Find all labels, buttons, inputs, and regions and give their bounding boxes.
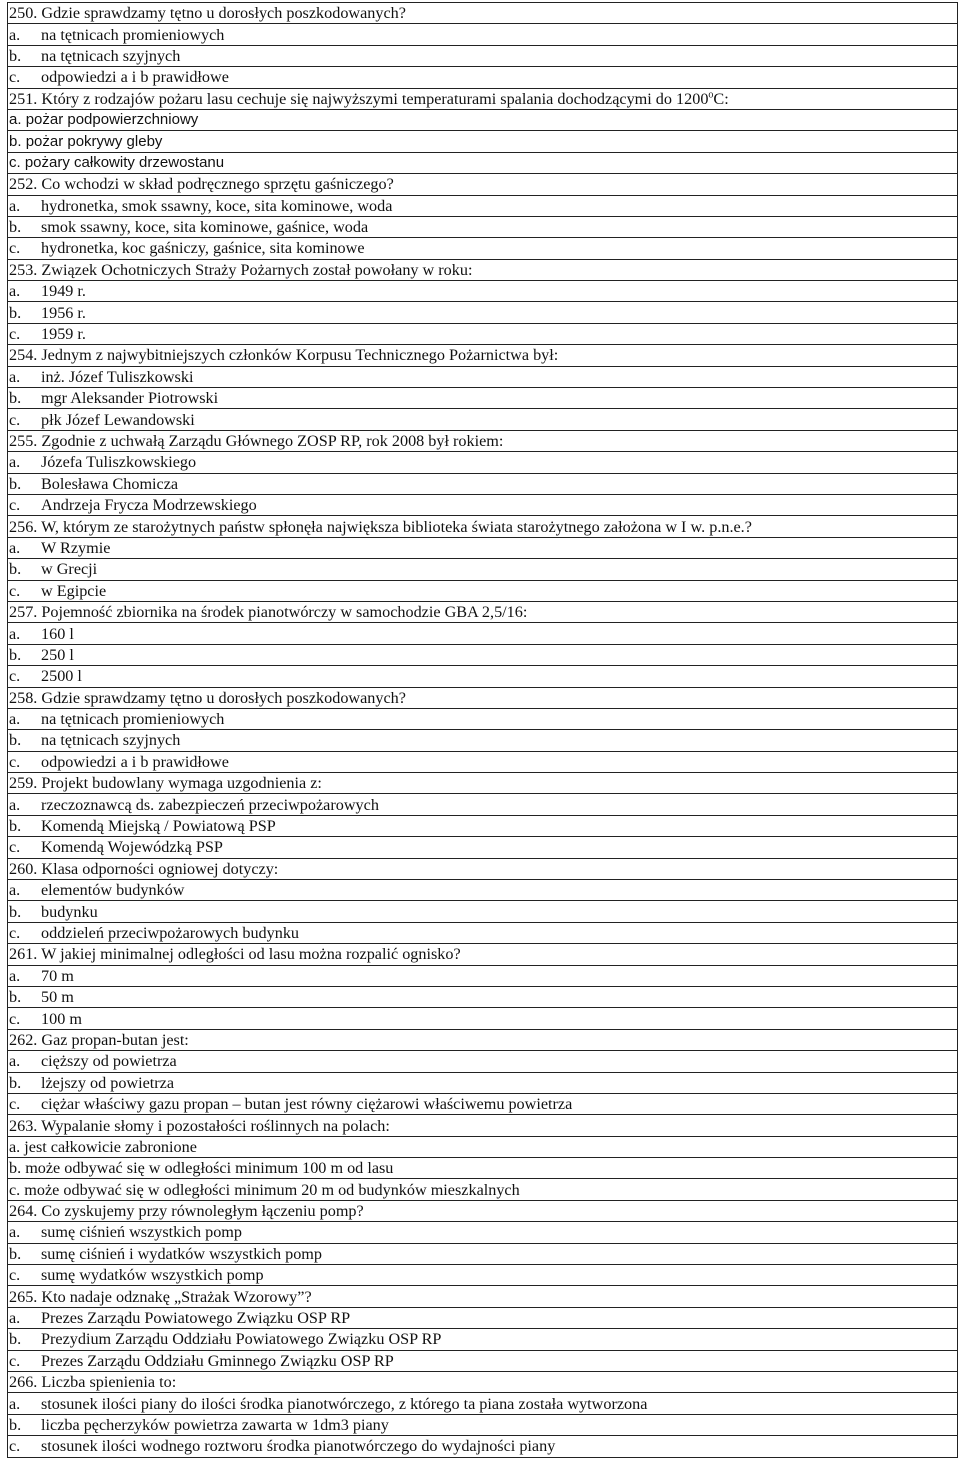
answer-text: stosunek ilości piany do ilości środka pianotwórczego, z którego ta piana została wytworzona [41,1394,648,1413]
answer-cell [8,1350,958,1371]
answer-text: pożar podpowierzchniowy [25,111,199,129]
answer-text: na tętnicach promieniowych [41,25,225,44]
answer-cell [8,751,958,772]
answer-text: 250 l [41,645,74,664]
question-cell [8,1029,958,1050]
answer-row [8,195,958,216]
answer-cell [8,494,958,515]
answer-row [8,45,958,66]
answer-row [8,323,958,344]
answer-text: 1959 r. [41,325,86,344]
answer-label: b. [9,731,22,750]
answer-cell [8,1072,958,1093]
answer-text: na tętnicach szyjnych [41,731,181,750]
answer-text: Bolesława Chomicza [41,474,179,493]
answer-row [8,131,958,152]
question-cell [8,345,958,366]
answer-label: b. [9,560,22,579]
answer-text: Prezes Zarządu Powiatowego Związku OSP RP [41,1309,351,1328]
question-row [8,3,958,24]
answer-row [8,794,958,815]
answer-label: a. [9,111,22,129]
answer-text: ciężar właściwy gazu propan – butan jest równy ciężarowi właściwemu powietrza [41,1095,573,1114]
answer-cell [8,1307,958,1328]
answer-label: c. [9,410,21,429]
question-cell [8,516,958,537]
answer-row [8,216,958,237]
answer-label: b. [9,1415,22,1434]
question-row [8,430,958,451]
answer-text: sumę ciśnień i wydatków wszystkich pomp [41,1244,322,1263]
answer-cell [8,1008,958,1029]
question-cell [8,1372,958,1393]
answer-text: w Egipcie [41,581,107,600]
answer-text: hydronetka, koc gaśniczy, gaśnice, sita kominowe [41,239,365,258]
answer-label: c. [9,1180,21,1199]
answer-row [8,494,958,515]
answer-cell [8,45,958,66]
answer-cell [8,644,958,665]
question-cell [8,3,958,24]
answer-text: rzeczoznawcą ds. zabezpieczeń przeciwpożarowych [41,795,379,814]
answer-cell [8,1158,958,1179]
answer-label: c. [9,752,21,771]
answer-row [8,1072,958,1093]
answer-label: a. [9,1394,21,1413]
answer-row [8,152,958,173]
answer-label: b. [9,1330,22,1349]
question-table-body [8,3,958,1458]
answer-label: b. [9,1073,22,1092]
answer-cell [8,152,958,173]
answer-cell [8,281,958,302]
answer-label: c. [9,239,21,258]
answer-text: 2500 l [41,667,82,686]
question-row [8,345,958,366]
answer-label: a. [9,282,21,301]
answer-row [8,1265,958,1286]
question-number: 252. [9,175,38,194]
answer-row [8,965,958,986]
question-text: Wypalanie słomy i pozostałości roślinnych na polach: [41,1116,390,1135]
question-row [8,1200,958,1221]
answer-cell [8,1179,958,1200]
answer-row [8,366,958,387]
answer-cell [8,986,958,1007]
answer-row [8,644,958,665]
answer-text: liczba pęcherzyków powietrza zawarta w 1dm3 piany [41,1415,389,1434]
answer-text: cięższy od powietrza [41,1052,177,1071]
answer-label: c. [9,496,21,515]
answer-cell [8,1414,958,1435]
answer-text: Prezes Zarządu Oddziału Gminnego Związku OSP RP [41,1351,394,1370]
answer-label: b. [9,46,22,65]
answer-row [8,623,958,644]
answer-cell [8,1136,958,1157]
question-row [8,687,958,708]
answer-text: pożary całkowity drzewostanu [24,153,225,171]
question-number: 256. [9,517,38,536]
answer-cell [8,24,958,45]
answer-row [8,1179,958,1200]
question-text: Projekt budowlany wymaga uzgodnienia z: [41,774,322,793]
question-cell [8,858,958,879]
question-text: Który z rodzajów pożaru lasu cechuje się najwyższymi temperaturami spalania dochodzącymi do 1200 [41,89,709,108]
answer-cell [8,1051,958,1072]
question-cell [8,174,958,195]
answer-text: może odbywać się w odległości minimum 100 m od lasu [25,1159,394,1178]
answer-label: c. [9,153,21,171]
answer-cell [8,409,958,430]
answer-cell [8,195,958,216]
answer-label: a. [9,196,21,215]
answer-label: b. [9,1159,22,1178]
answer-label: c. [9,581,21,600]
question-row [8,944,958,965]
answer-text: hydronetka, smok ssawny, koce, sita kominowe, woda [41,196,393,215]
answer-label: c. [9,1351,21,1370]
answer-cell [8,922,958,943]
answer-label: a. [9,1137,21,1156]
answer-text: W Rzymie [41,538,111,557]
question-row [8,174,958,195]
question-table [7,2,958,1458]
answer-row [8,1093,958,1114]
answer-row [8,1414,958,1435]
answer-label: a. [9,25,21,44]
answer-label: c. [9,838,21,857]
answer-row [8,473,958,494]
answer-cell [8,1222,958,1243]
question-cell [8,601,958,622]
question-cell [8,1286,958,1307]
answer-label: c. [9,1009,21,1028]
question-text: W jakiej minimalnej odległości od lasu można rozpalić ognisko? [41,945,461,964]
answer-cell [8,388,958,409]
answer-text: sumę ciśnień wszystkich pomp [41,1223,242,1242]
answer-label: b. [9,645,22,664]
answer-text: 70 m [41,966,74,985]
answer-text: Komendą Miejską / Powiatową PSP [41,817,276,836]
question-number: 258. [9,688,38,707]
question-cell [8,773,958,794]
answer-cell [8,559,958,580]
answer-label: b. [9,902,22,921]
answer-cell [8,1093,958,1114]
answer-label: b. [9,474,22,493]
answer-row [8,24,958,45]
answer-cell [8,708,958,729]
question-number: 264. [9,1202,38,1221]
question-row [8,773,958,794]
answer-label: b. [9,132,22,150]
question-number: 257. [9,603,38,622]
answer-cell [8,837,958,858]
answer-text: lżejszy od powietrza [41,1073,175,1092]
answer-row [8,730,958,751]
answer-text: odpowiedzi a i b prawidłowe [41,68,229,87]
answer-label: a. [9,1223,21,1242]
answer-row [8,452,958,473]
question-text: Jednym z najwybitniejszych członków Korpusu Technicznego Pożarnictwa był: [41,346,559,365]
answer-cell [8,965,958,986]
question-number: 250. [9,4,38,23]
answer-text: odpowiedzi a i b prawidłowe [41,752,229,771]
question-text: Gdzie sprawdzamy tętno u dorosłych poszkodowanych? [41,688,406,707]
question-text: W, którym ze starożytnych państw spłonęła największa biblioteka świata starożytnego założona w I w. p.n.e.? [41,517,752,536]
answer-label: a. [9,710,21,729]
question-row [8,88,958,109]
answer-label: b. [9,817,22,836]
answer-row [8,388,958,409]
question-text: Gaz propan-butan jest: [41,1030,189,1049]
answer-label: b. [9,218,22,237]
answer-label: a. [9,453,21,472]
answer-row [8,922,958,943]
answer-row [8,409,958,430]
question-row [8,1372,958,1393]
answer-cell [8,880,958,901]
answer-text: budynku [41,902,98,921]
question-row [8,601,958,622]
answer-cell [8,302,958,323]
question-row [8,516,958,537]
question-number: 253. [9,260,38,279]
answer-label: a. [9,538,21,557]
answer-cell [8,109,958,130]
answer-cell [8,1329,958,1350]
answer-row [8,837,958,858]
answer-label: a. [9,966,21,985]
answer-text: 100 m [41,1009,82,1028]
answer-cell [8,623,958,644]
answer-label: c. [9,1437,21,1456]
answer-row [8,1243,958,1264]
answer-cell [8,815,958,836]
answer-label: c. [9,68,21,87]
answer-text: płk Józef Lewandowski [41,410,195,429]
answer-row [8,67,958,88]
question-text: Co wchodzi w skład podręcznego sprzętu gaśniczego? [41,175,394,194]
answer-row [8,1329,958,1350]
answer-text: w Grecji [41,560,98,579]
answer-cell [8,666,958,687]
answer-row [8,302,958,323]
question-cell [8,687,958,708]
answer-label: a. [9,624,21,643]
answer-row [8,238,958,259]
answer-cell [8,131,958,152]
answer-row [8,559,958,580]
answer-cell [8,1436,958,1457]
answer-cell [8,1265,958,1286]
question-cell [8,1200,958,1221]
answer-row [8,580,958,601]
answer-row [8,1436,958,1457]
question-text: Zgodnie z uchwałą Zarządu Głównego ZOSP RP, rok 2008 był rokiem: [41,432,504,450]
answer-label: b. [9,389,22,408]
question-text: Co zyskujemy przy równoległym łączeniu pomp? [41,1202,364,1221]
answer-cell [8,216,958,237]
answer-text: 1956 r. [41,303,86,322]
answer-row [8,880,958,901]
answer-text: może odbywać się w odległości minimum 20 m od budynków mieszkalnych [24,1180,520,1199]
answer-text: 50 m [41,988,74,1007]
question-number: 266. [9,1373,38,1392]
answer-label: c. [9,1266,21,1285]
answer-cell [8,730,958,751]
question-cell [8,430,958,451]
answer-text: smok ssawny, koce, sita kominowe, gaśnice, woda [41,218,369,237]
question-text: Klasa odporności ogniowej dotyczy: [41,859,279,878]
answer-row [8,666,958,687]
answer-label: a. [9,367,21,386]
question-text: Gdzie sprawdzamy tętno u dorosłych poszkodowanych? [41,4,406,23]
answer-text: jest całkowicie zabronione [24,1137,197,1156]
question-row [8,1115,958,1136]
answer-text: Prezydium Zarządu Oddziału Powiatowego Związku OSP RP [41,1330,442,1349]
answer-row [8,708,958,729]
answer-text: Józefa Tuliszkowskiego [41,453,197,472]
answer-cell [8,67,958,88]
answer-text: 1949 r. [41,282,86,301]
question-text: Liczba spienienia to: [41,1373,177,1392]
question-number: 259. [9,774,38,793]
answer-cell [8,580,958,601]
answer-row [8,901,958,922]
answer-label: a. [9,795,21,814]
question-row [8,259,958,280]
answer-row [8,537,958,558]
answer-text: Andrzeja Frycza Modrzewskiego [41,496,257,515]
answer-row [8,1158,958,1179]
question-text: Kto nadaje odznakę „Strażak Wzorowy”? [41,1287,312,1306]
answer-label: a. [9,881,21,900]
answer-label: b. [9,1244,22,1263]
answer-label: b. [9,988,22,1007]
question-text: Pojemność zbiornika na środek pianotwórczy w samochodzie GBA 2,5/16: [41,603,528,622]
question-number: 261. [9,945,38,964]
question-row [8,858,958,879]
answer-text: stosunek ilości wodnego roztworu środka pianotwórczego do wydajności piany [41,1437,556,1456]
question-number: 265. [9,1287,38,1306]
answer-row [8,751,958,772]
answer-cell [8,1243,958,1264]
answer-text: inż. Józef Tuliszkowski [41,367,194,386]
answer-cell [8,537,958,558]
question-row [8,1286,958,1307]
answer-label: a. [9,1052,21,1071]
answer-cell [8,1393,958,1414]
answer-text: oddzieleń przeciwpożarowych budynku [41,923,300,942]
question-number: 254. [9,346,38,365]
answer-label: c. [9,1095,21,1114]
answer-row [8,1393,958,1414]
answer-row [8,1136,958,1157]
answer-text: 160 l [41,624,74,643]
question-suffix: C: [713,89,729,108]
answer-cell [8,366,958,387]
answer-row [8,1008,958,1029]
question-number: 263. [9,1116,38,1135]
answer-cell [8,238,958,259]
question-cell [8,1115,958,1136]
answer-row [8,986,958,1007]
answer-label: c. [9,325,21,344]
question-number: 262. [9,1030,38,1049]
answer-text: pożar pokrywy gleby [25,132,163,150]
answer-cell [8,452,958,473]
question-text: Związek Ochotniczych Straży Pożarnych został powołany w roku: [41,260,473,279]
question-number: 260. [9,859,38,878]
question-cell [8,944,958,965]
answer-cell [8,794,958,815]
answer-row [8,1222,958,1243]
answer-row [8,815,958,836]
question-number: 255. [9,432,38,450]
answer-cell [8,901,958,922]
question-cell [8,259,958,280]
question-number: 251. [9,89,38,108]
answer-cell [8,323,958,344]
answer-label: c. [9,667,21,686]
question-row [8,1029,958,1050]
answer-text: na tętnicach promieniowych [41,710,225,729]
question-superscript: o [708,89,714,101]
answer-cell [8,473,958,494]
answer-text: mgr Aleksander Piotrowski [41,389,219,408]
answer-row [8,1051,958,1072]
answer-label: c. [9,923,21,942]
answer-text: na tętnicach szyjnych [41,46,181,65]
answer-row [8,1350,958,1371]
answer-text: elementów budynków [41,881,185,900]
question-cell [8,88,958,109]
answer-text: Komendą Wojewódzką PSP [41,838,223,857]
answer-text: sumę wydatków wszystkich pomp [41,1266,264,1285]
answer-row [8,109,958,130]
answer-label: b. [9,303,22,322]
answer-label: a. [9,1309,21,1328]
answer-row [8,281,958,302]
answer-row [8,1307,958,1328]
